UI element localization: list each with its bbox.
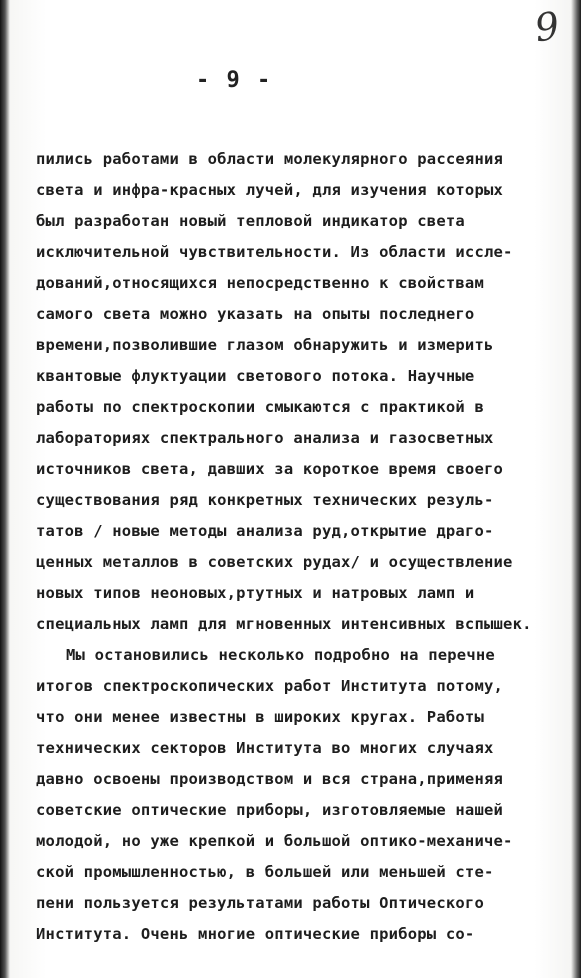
text-line: света и инфра-красных лучей, для изучения которых <box>36 181 504 199</box>
scan-left-edge <box>0 0 10 978</box>
text-line: времени,позволившие глазом обнаружить и измерить <box>36 336 494 354</box>
text-line: давно освоены производством и вся страна,применяя <box>36 770 504 788</box>
text-line: исключительной чувствительности. Из области иссле- <box>36 243 513 261</box>
text-line: Института. Очень многие оптические приборы со- <box>36 925 475 943</box>
text-line: источников света, давших за короткое время своего <box>36 460 504 478</box>
text-line: работы по спектроскопии смыкаются с практикой в <box>36 398 484 416</box>
text-line: специальных ламп для мгновенных интенсивных вспышек. <box>36 615 532 633</box>
text-line: самого света можно указать на опыты последнего <box>36 305 475 323</box>
text-line: пились работами в области молекулярного рассеяния <box>36 150 504 168</box>
text-line: Мы остановились несколько подробно на перечне <box>66 646 495 664</box>
page-number: - 9 - <box>196 68 273 93</box>
text-line: советские оптические приборы, изготовляемые нашей <box>36 801 504 819</box>
text-line: был разработан новый тепловой индикатор света <box>36 212 465 230</box>
handwritten-page-mark: 9 <box>532 3 563 51</box>
text-line: что они менее известны в широких кругах. Работы <box>36 708 484 726</box>
text-line: итогов спектроскопических работ Института потому, <box>36 677 504 695</box>
text-line: технических секторов Института во многих случаях <box>36 739 494 757</box>
scan-right-edge <box>571 0 581 978</box>
text-line: существования ряд конкретных технических резуль- <box>36 491 494 509</box>
text-line: татов / новые методы анализа руд,открытие драго- <box>36 522 494 540</box>
text-line: молодой, но уже крепкой и большой оптико-механиче- <box>36 832 513 850</box>
text-line: дований,относящихся непосредственно к свойствам <box>36 274 484 292</box>
text-line: лабораториях спектрального анализа и газосветных <box>36 429 494 447</box>
text-line: новых типов неоновых,ртутных и натровых ламп и <box>36 584 475 602</box>
text-line: пени пользуется результатами работы Оптического <box>36 894 484 912</box>
text-line: ской промышленностью, в большей или меньшей сте- <box>36 863 494 881</box>
text-line: квантовые флуктуации светового потока. Научные <box>36 367 475 385</box>
text-line: ценных металлов в советских рудах/ и осуществление <box>36 553 513 571</box>
